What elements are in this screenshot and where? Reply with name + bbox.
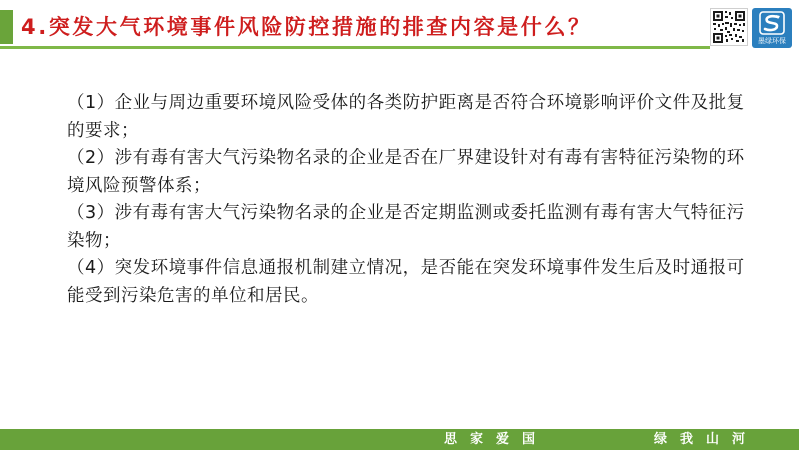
footer-slogan-left: 思家爱国: [444, 432, 549, 447]
page-title: 4.突发大气环境事件风险防控措施的排查内容是什么？: [21, 15, 592, 39]
list-item: （1）企业与周边重要环境风险受体的各类防护距离是否符合环境影响评价文件及批复的要求；: [67, 93, 745, 141]
header-divider: [0, 46, 710, 49]
qr-code-graphic: [711, 9, 747, 45]
footer-slogan-right: 绿我山河: [654, 432, 759, 447]
list-item: （4）突发环境事件信息通报机制建立情况，是否能在突发环境事件发生后及时通报可能受到污染危害的单位和居民。: [67, 258, 745, 306]
footer-bar: [0, 429, 799, 450]
list-item: （2）涉有毒有害大气污染物名录的企业是否在厂界建设针对有毒有害特征污染物的环境风险预警体系；: [67, 148, 745, 196]
qr-code-icon: [710, 8, 748, 46]
header-accent-bar: [0, 10, 13, 44]
logo-text: 墨绿环保: [758, 37, 786, 45]
list-item: （3）涉有毒有害大气污染物名录的企业是否定期监测或委托监测有毒有害大气特征污染物；: [67, 203, 745, 251]
company-logo: [752, 8, 792, 48]
content-list: [67, 90, 757, 310]
leaf-s-logo-icon: [759, 11, 785, 35]
